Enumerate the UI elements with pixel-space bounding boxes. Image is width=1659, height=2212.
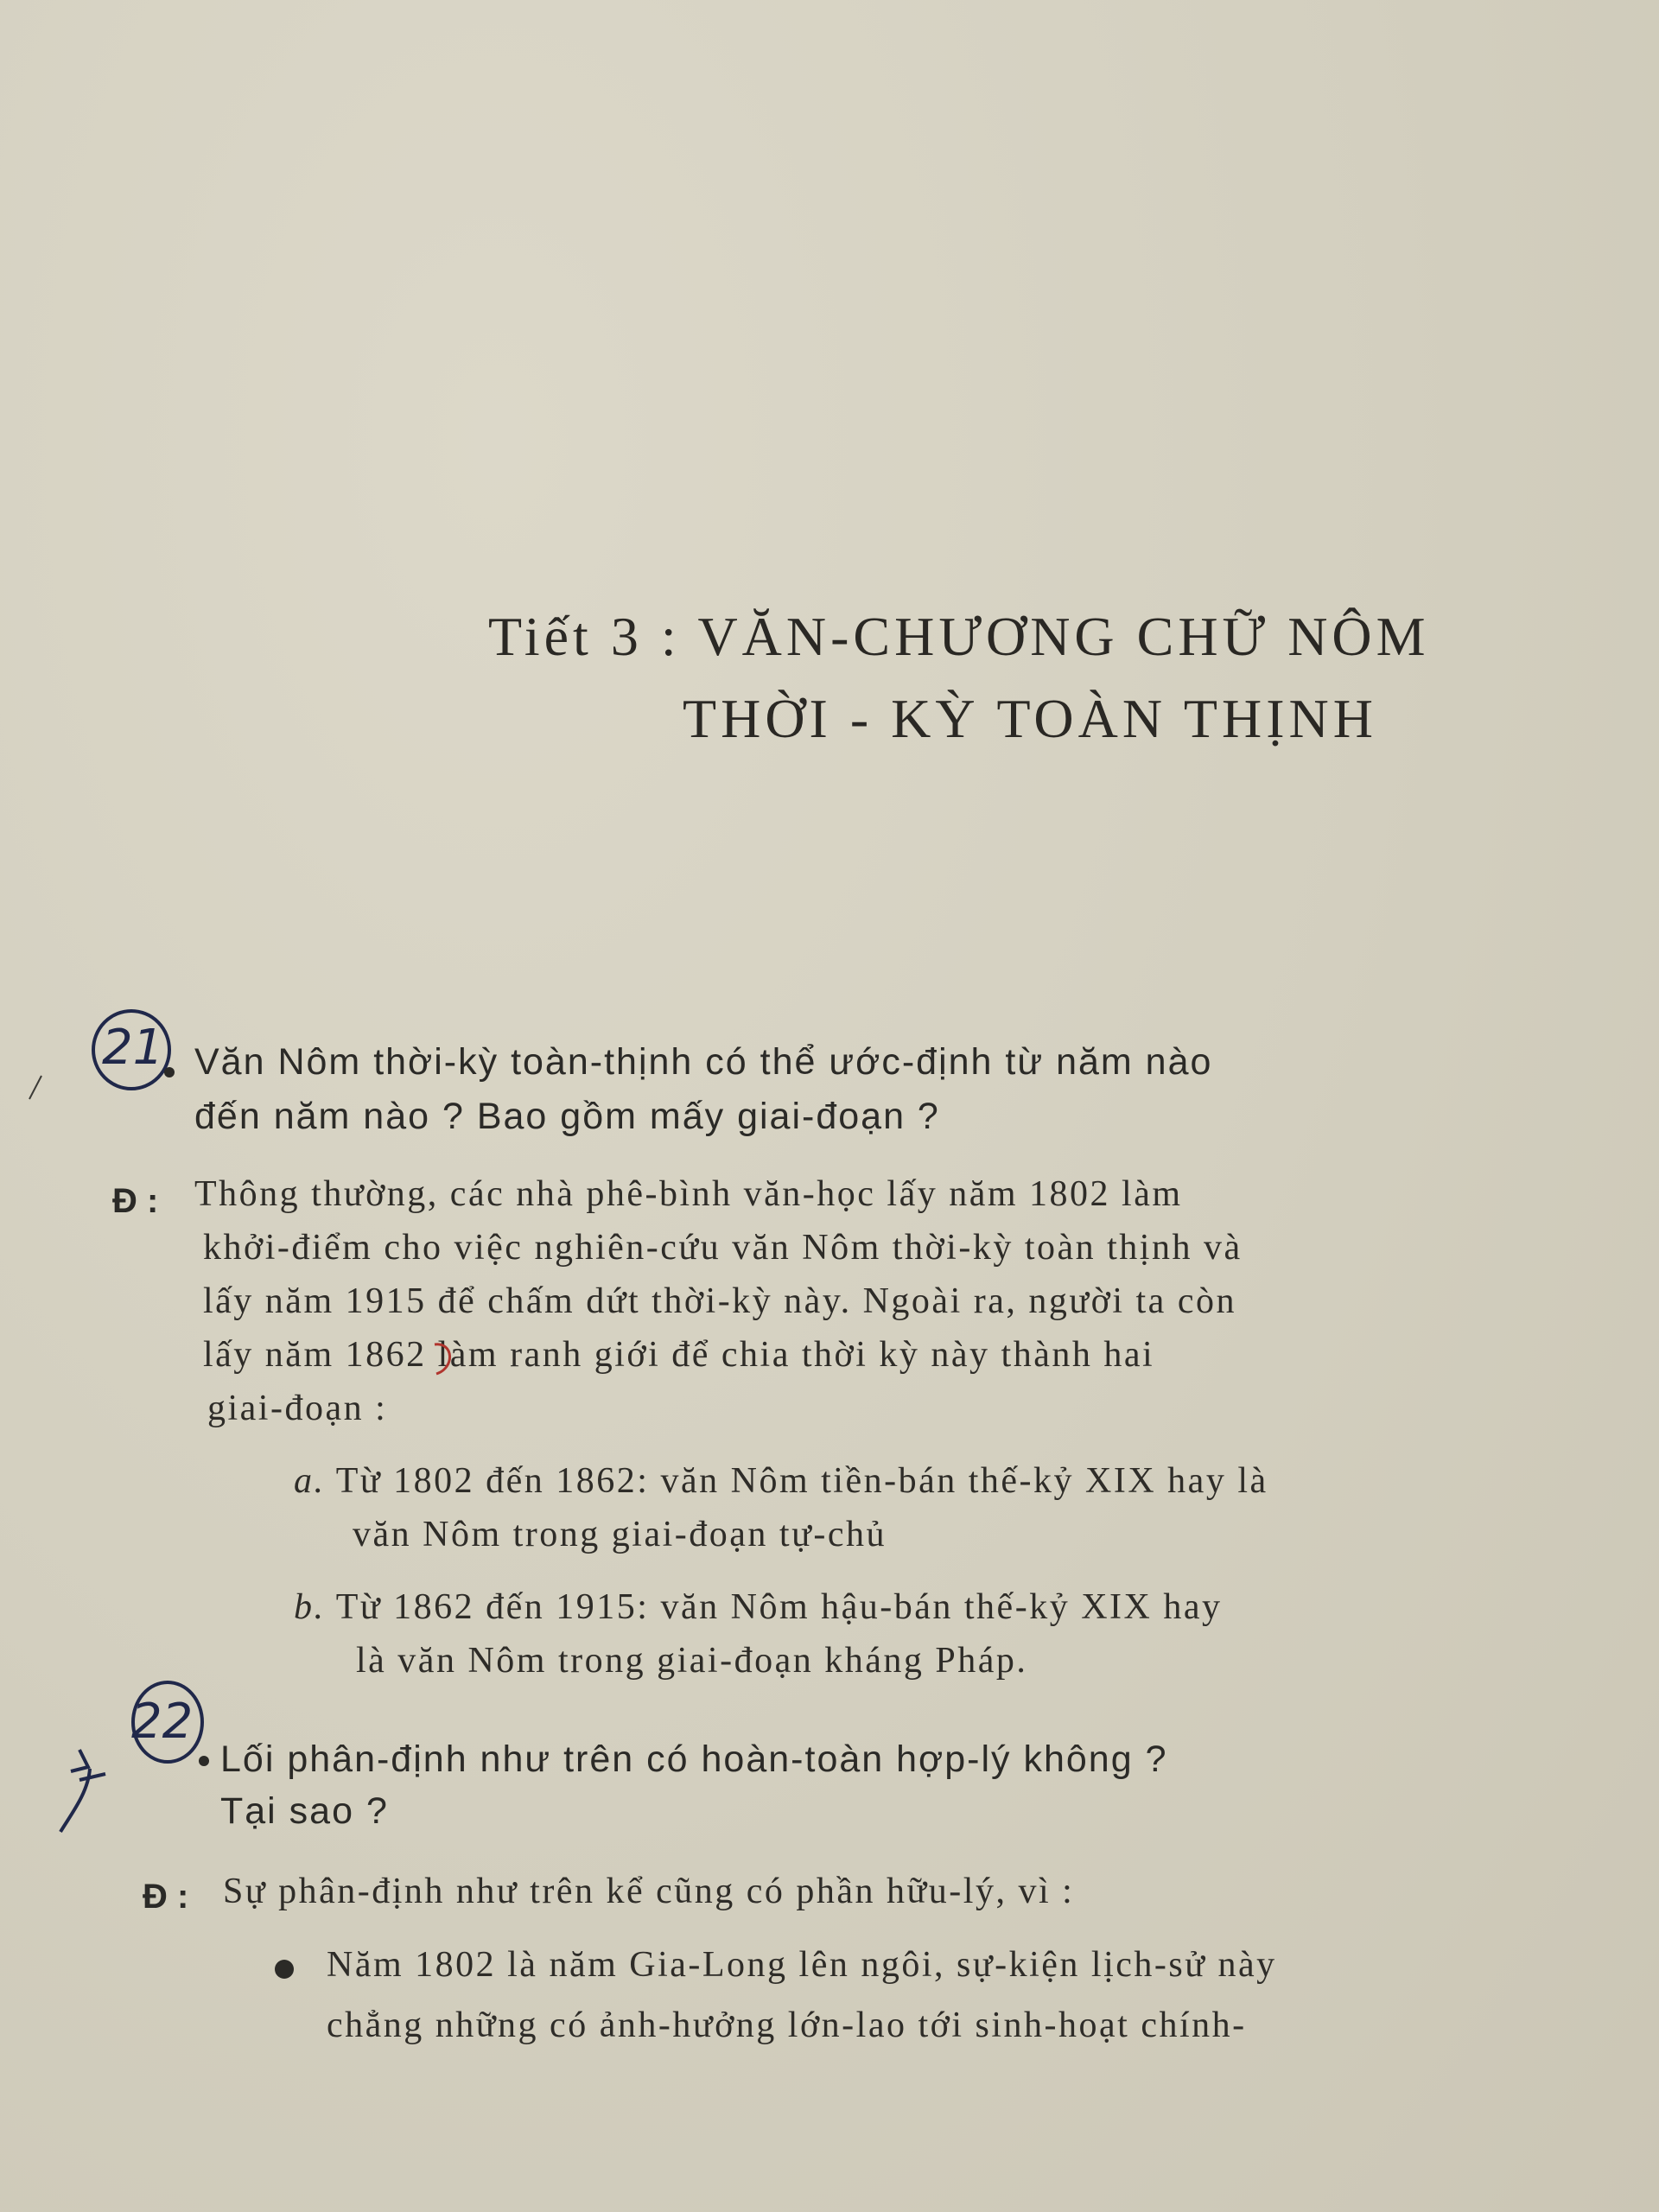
answer-22-line1: Sự phân-định như trên kể cũng có phần hữu-lý, vì : (223, 1872, 1075, 1911)
section-title-line1: Tiết 3 : VĂN-CHƯƠNG CHỮ NÔM (488, 606, 1430, 667)
margin-pen-stroke (24, 1071, 50, 1106)
answer-21-line4: lấy năm 1862 làm ranh giới để chia thời kỳ này thành hai (203, 1335, 1155, 1375)
question-21-line1: Văn Nôm thời-kỳ toàn-thịnh có thể ước-định từ năm nào (194, 1041, 1213, 1083)
answer-21-label: Đ : (112, 1182, 159, 1220)
item-a-text: Từ 1802 đến 1862: văn Nôm tiền-bán thế-kỷ XIX hay là (335, 1461, 1268, 1501)
question-21-line2: đến năm nào ? Bao gồm mấy giai-đoạn ? (194, 1096, 940, 1137)
item-a-letter: a. (294, 1461, 326, 1501)
question-21-bullet (164, 1067, 175, 1077)
answer-21-item-b-line2: là văn Nôm trong giai-đoạn kháng Pháp. (356, 1641, 1028, 1681)
red-pen-mark (428, 1338, 462, 1381)
item-b-text: Từ 1862 đến 1915: văn Nôm hậu-bán thế-kỷ XIX hay (335, 1587, 1223, 1627)
item-b-letter: b. (294, 1587, 326, 1627)
answer-21-line5: giai-đoạn : (207, 1389, 388, 1428)
answer-21-item-a-line2: văn Nôm trong giai-đoạn tự-chủ (353, 1515, 887, 1554)
answer-21-item-b-line1 (294, 1586, 1222, 1628)
answer-21-line2: khởi-điểm cho việc nghiên-cứu văn Nôm thời-kỳ toàn thịnh và (203, 1228, 1243, 1268)
section-title-line2: THỜI - KỲ TOÀN THỊNH (683, 688, 1377, 749)
question-21-number: 21 (102, 1020, 164, 1076)
question-22-bullet (199, 1756, 209, 1766)
question-22-line1: Lối phân-định như trên có hoàn-toàn hợp-lý không ? (220, 1738, 1168, 1780)
answer-22-bullet (275, 1960, 294, 1979)
answer-21-line3: lấy năm 1915 để chấm dứt thời-kỳ này. Ngoài ra, người ta còn (203, 1281, 1236, 1321)
answer-22-bullet-line1: Năm 1802 là năm Gia-Long lên ngôi, sự-kiện lịch-sử này (327, 1945, 1277, 1985)
answer-21-line1: Thông thường, các nhà phê-bình văn-học lấy năm 1802 làm (194, 1174, 1183, 1214)
question-22-tick-mark (54, 1732, 123, 1836)
answer-22-label: Đ : (143, 1878, 189, 1916)
question-22-number: 22 (131, 1694, 194, 1750)
answer-21-item-a-line1 (294, 1460, 1268, 1502)
question-22-line2: Tại sao ? (220, 1790, 389, 1832)
answer-22-bullet-line2: chẳng những có ảnh-hưởng lớn-lao tới sinh-hoạt chính- (327, 2005, 1247, 2045)
